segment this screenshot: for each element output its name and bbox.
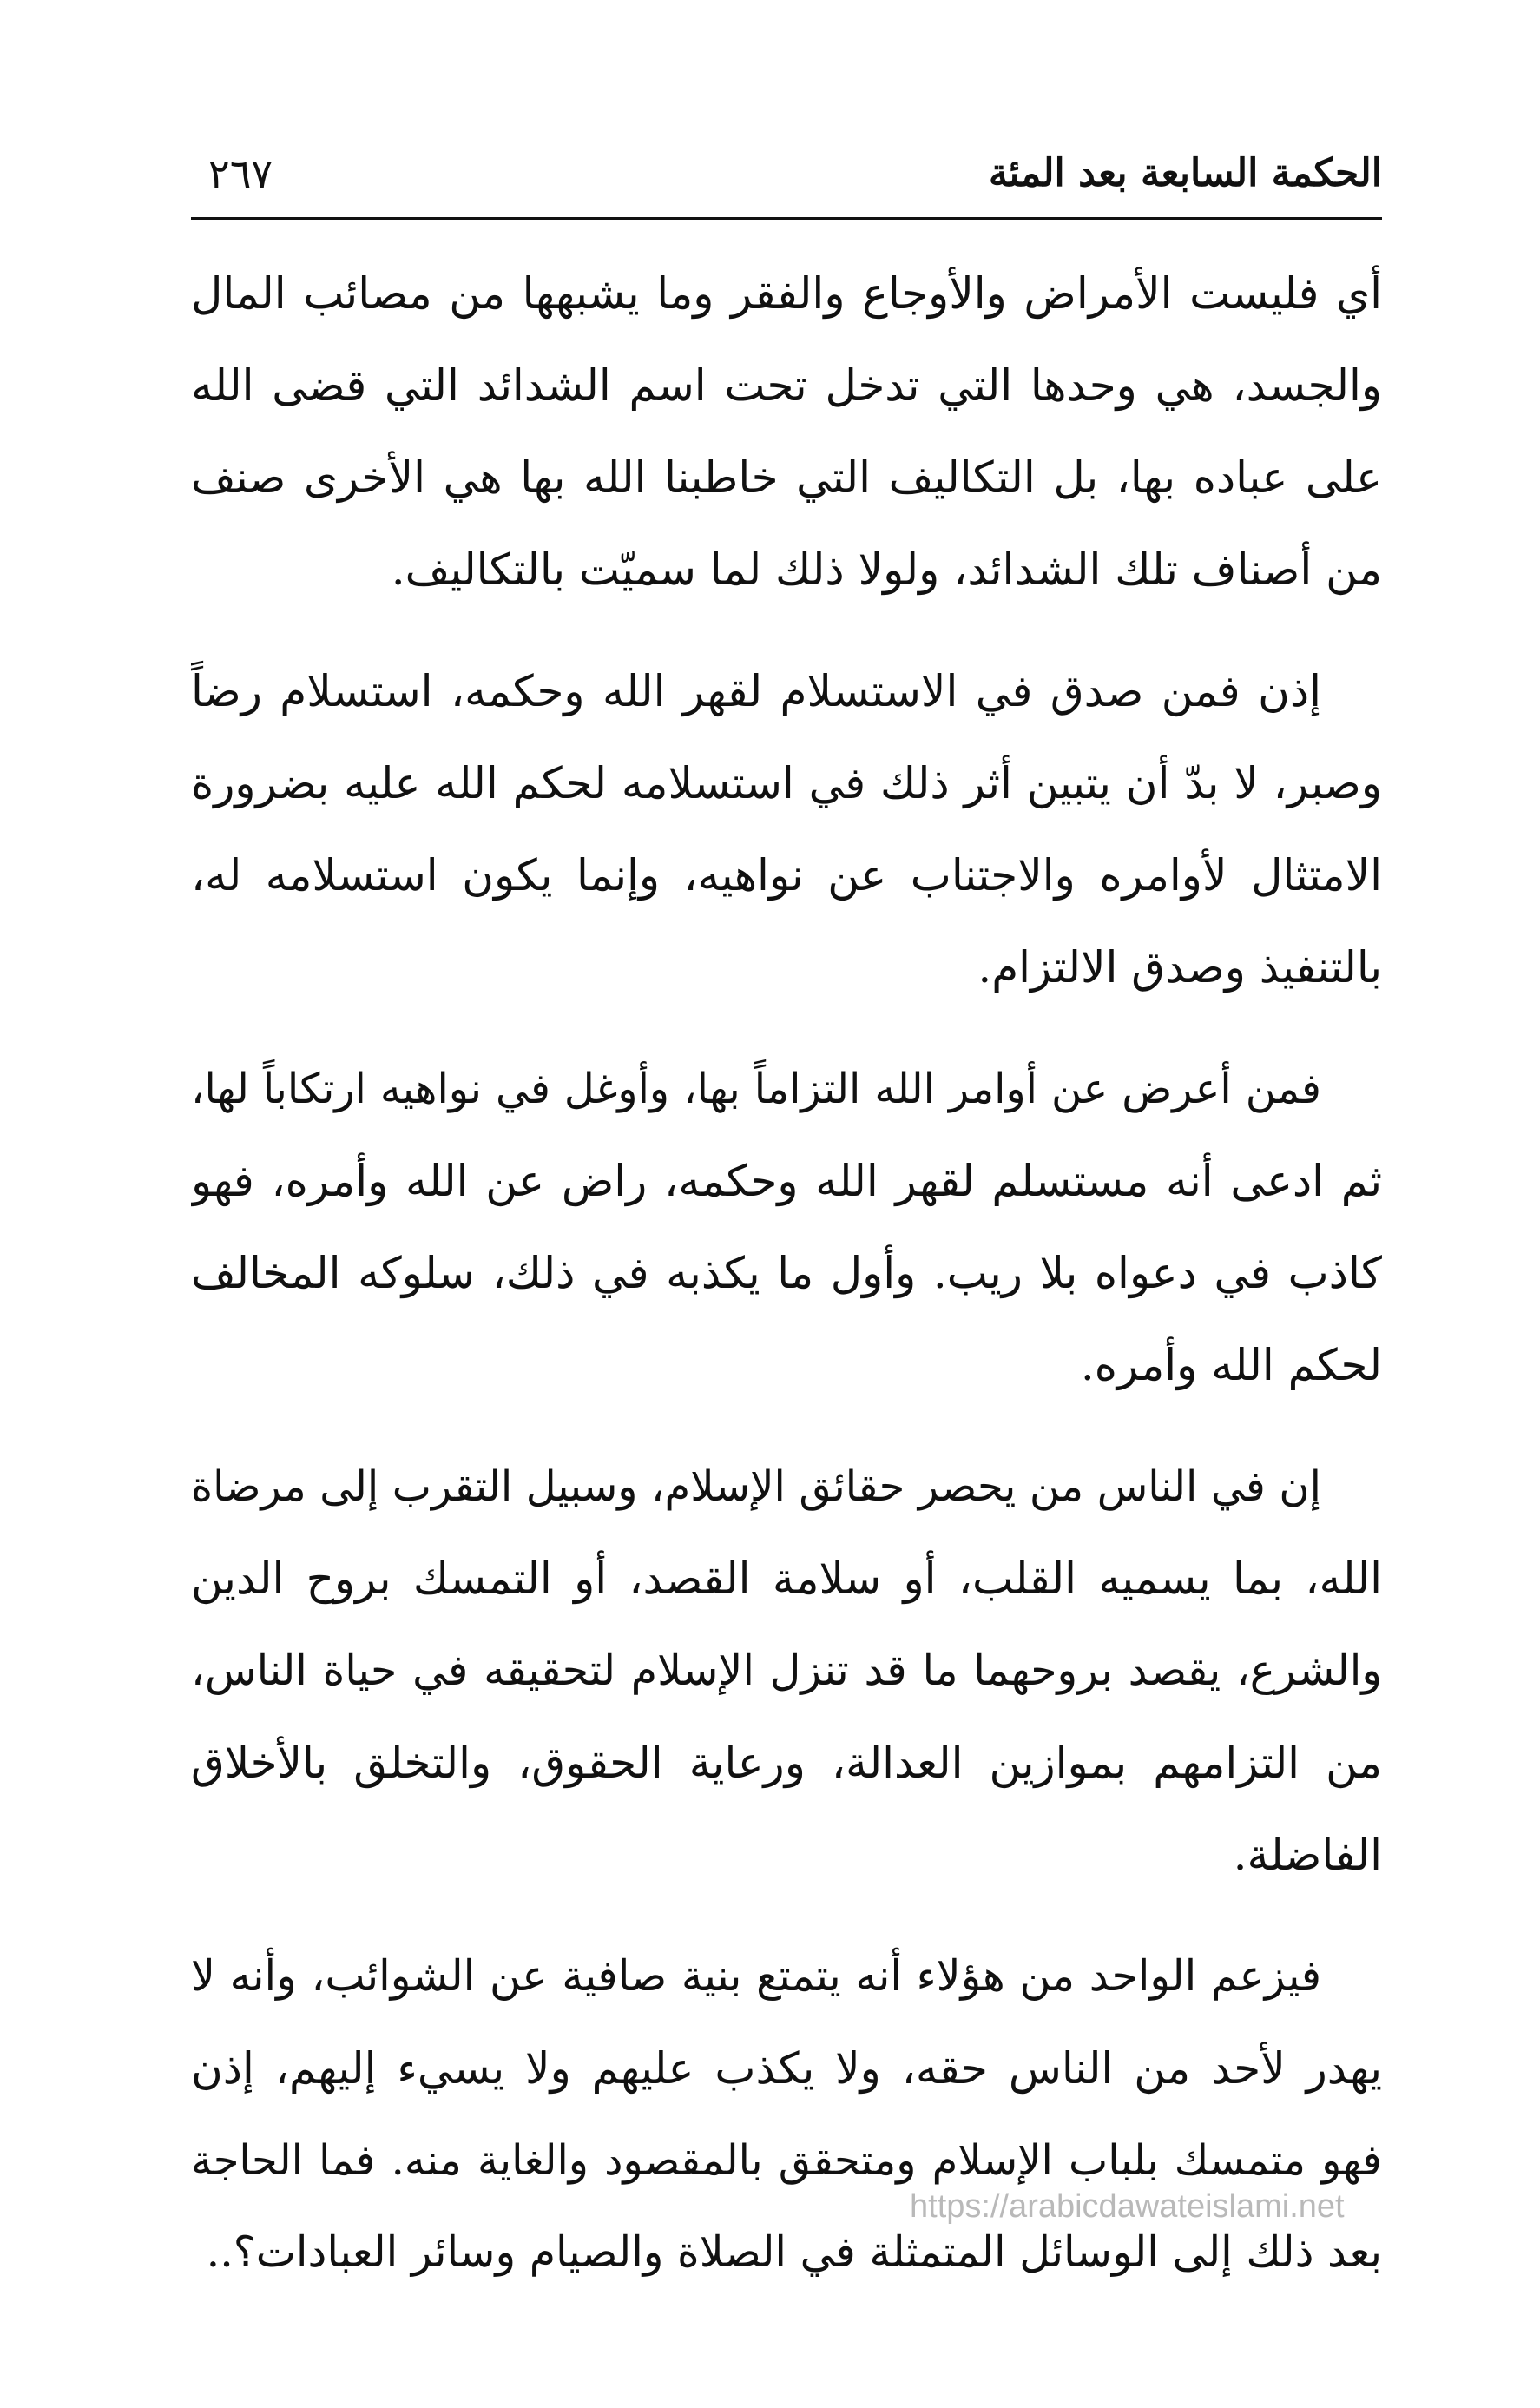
paragraph-gap [191, 1901, 1382, 1930]
header-rule [191, 217, 1382, 220]
paragraph [191, 247, 1382, 616]
paragraph-gap [191, 1411, 1382, 1441]
text-line: على عباده بها، بل التكاليف التي خاطبنا الله بها هي الأخرى صنف [191, 452, 1382, 503]
text-line: والشرع، يقصد بروحهما ما قد تنزل الإسلام لتحقيقه في حياة الناس، [191, 1646, 1382, 1695]
watermark-url: https://arabicdawateislami.net [910, 2188, 1345, 2225]
paragraph [191, 1043, 1382, 1411]
text-line: الفاضلة. [1233, 1830, 1382, 1880]
text-line: بالتنفيذ وصدق الالتزام. [977, 942, 1382, 993]
text-line: وصبر، لا بدّ أن يتبين أثر ذلك في استسلامه لحكم الله عليه بضرورة [191, 758, 1382, 808]
body-text [191, 247, 1382, 2299]
text-line: والجسد، هي وحدها التي تدخل تحت اسم الشدائد التي قضى الله [191, 360, 1382, 411]
text-line: فهو متمسك بلباب الإسلام ومتحقق بالمقصود والغاية منه. فما الحاجة [191, 2136, 1382, 2185]
running-title: الحكمة السابعة بعد المئة [988, 151, 1382, 195]
text-line: ثم ادعى أنه مستسلم لقهر الله وحكمه، راض عن الله وأمره، فهو [191, 1156, 1382, 1206]
text-line: من أصناف تلك الشدائد، ولولا ذلك لما سميّت بالتكاليف. [391, 544, 1382, 595]
text-line: فمن أعرض عن أوامر الله التزاماً بها، وأوغل في نواهيه ارتكاباً لها، [191, 1065, 1321, 1113]
text-line: يهدر لأحد من الناس حقه، ولا يكذب عليهم ولا يسيء إليهم، إذن [191, 2043, 1382, 2094]
text-line: الله، بما يسميه القلب، أو سلامة القصد، أو التمسك بروح الدين [191, 1554, 1382, 1604]
page-header [191, 148, 1382, 208]
paragraph-gap [191, 616, 1382, 645]
paragraph [191, 645, 1382, 1013]
paragraph-gap [191, 1013, 1382, 1043]
text-line: فيزعم الواحد من هؤلاء أنه يتمتع بنية صافية عن الشوائب، وأنه لا [191, 1951, 1321, 2001]
text-line: أي فليست الأمراض والأوجاع والفقر وما يشبهها من مصائب المال [191, 268, 1382, 319]
page-number: ٢٦٧ [208, 150, 273, 197]
text-line: من التزامهم بموازين العدالة، ورعاية الحقوق، والتخلق بالأخلاق [191, 1738, 1382, 1788]
paragraph [191, 1441, 1382, 1901]
text-line: الامتثال لأوامره والاجتناب عن نواهيه، وإنما يكون استسلامه له، [191, 850, 1382, 901]
paragraph [191, 1930, 1382, 2299]
text-line: كاذب في دعواه بلا ريب. وأول ما يكذبه في ذلك، سلوكه المخالف [191, 1248, 1382, 1298]
text-line: إذن فمن صدق في الاستسلام لقهر الله وحكمه، استسلام رضاً [191, 666, 1321, 716]
text-line: لحكم الله وأمره. [1080, 1340, 1382, 1390]
text-line: إن في الناس من يحصر حقائق الإسلام، وسبيل التقرب إلى مرضاة [191, 1462, 1321, 1511]
text-line: بعد ذلك إلى الوسائل المتمثلة في الصلاة والصيام وسائر العبادات؟.. [206, 2227, 1382, 2277]
